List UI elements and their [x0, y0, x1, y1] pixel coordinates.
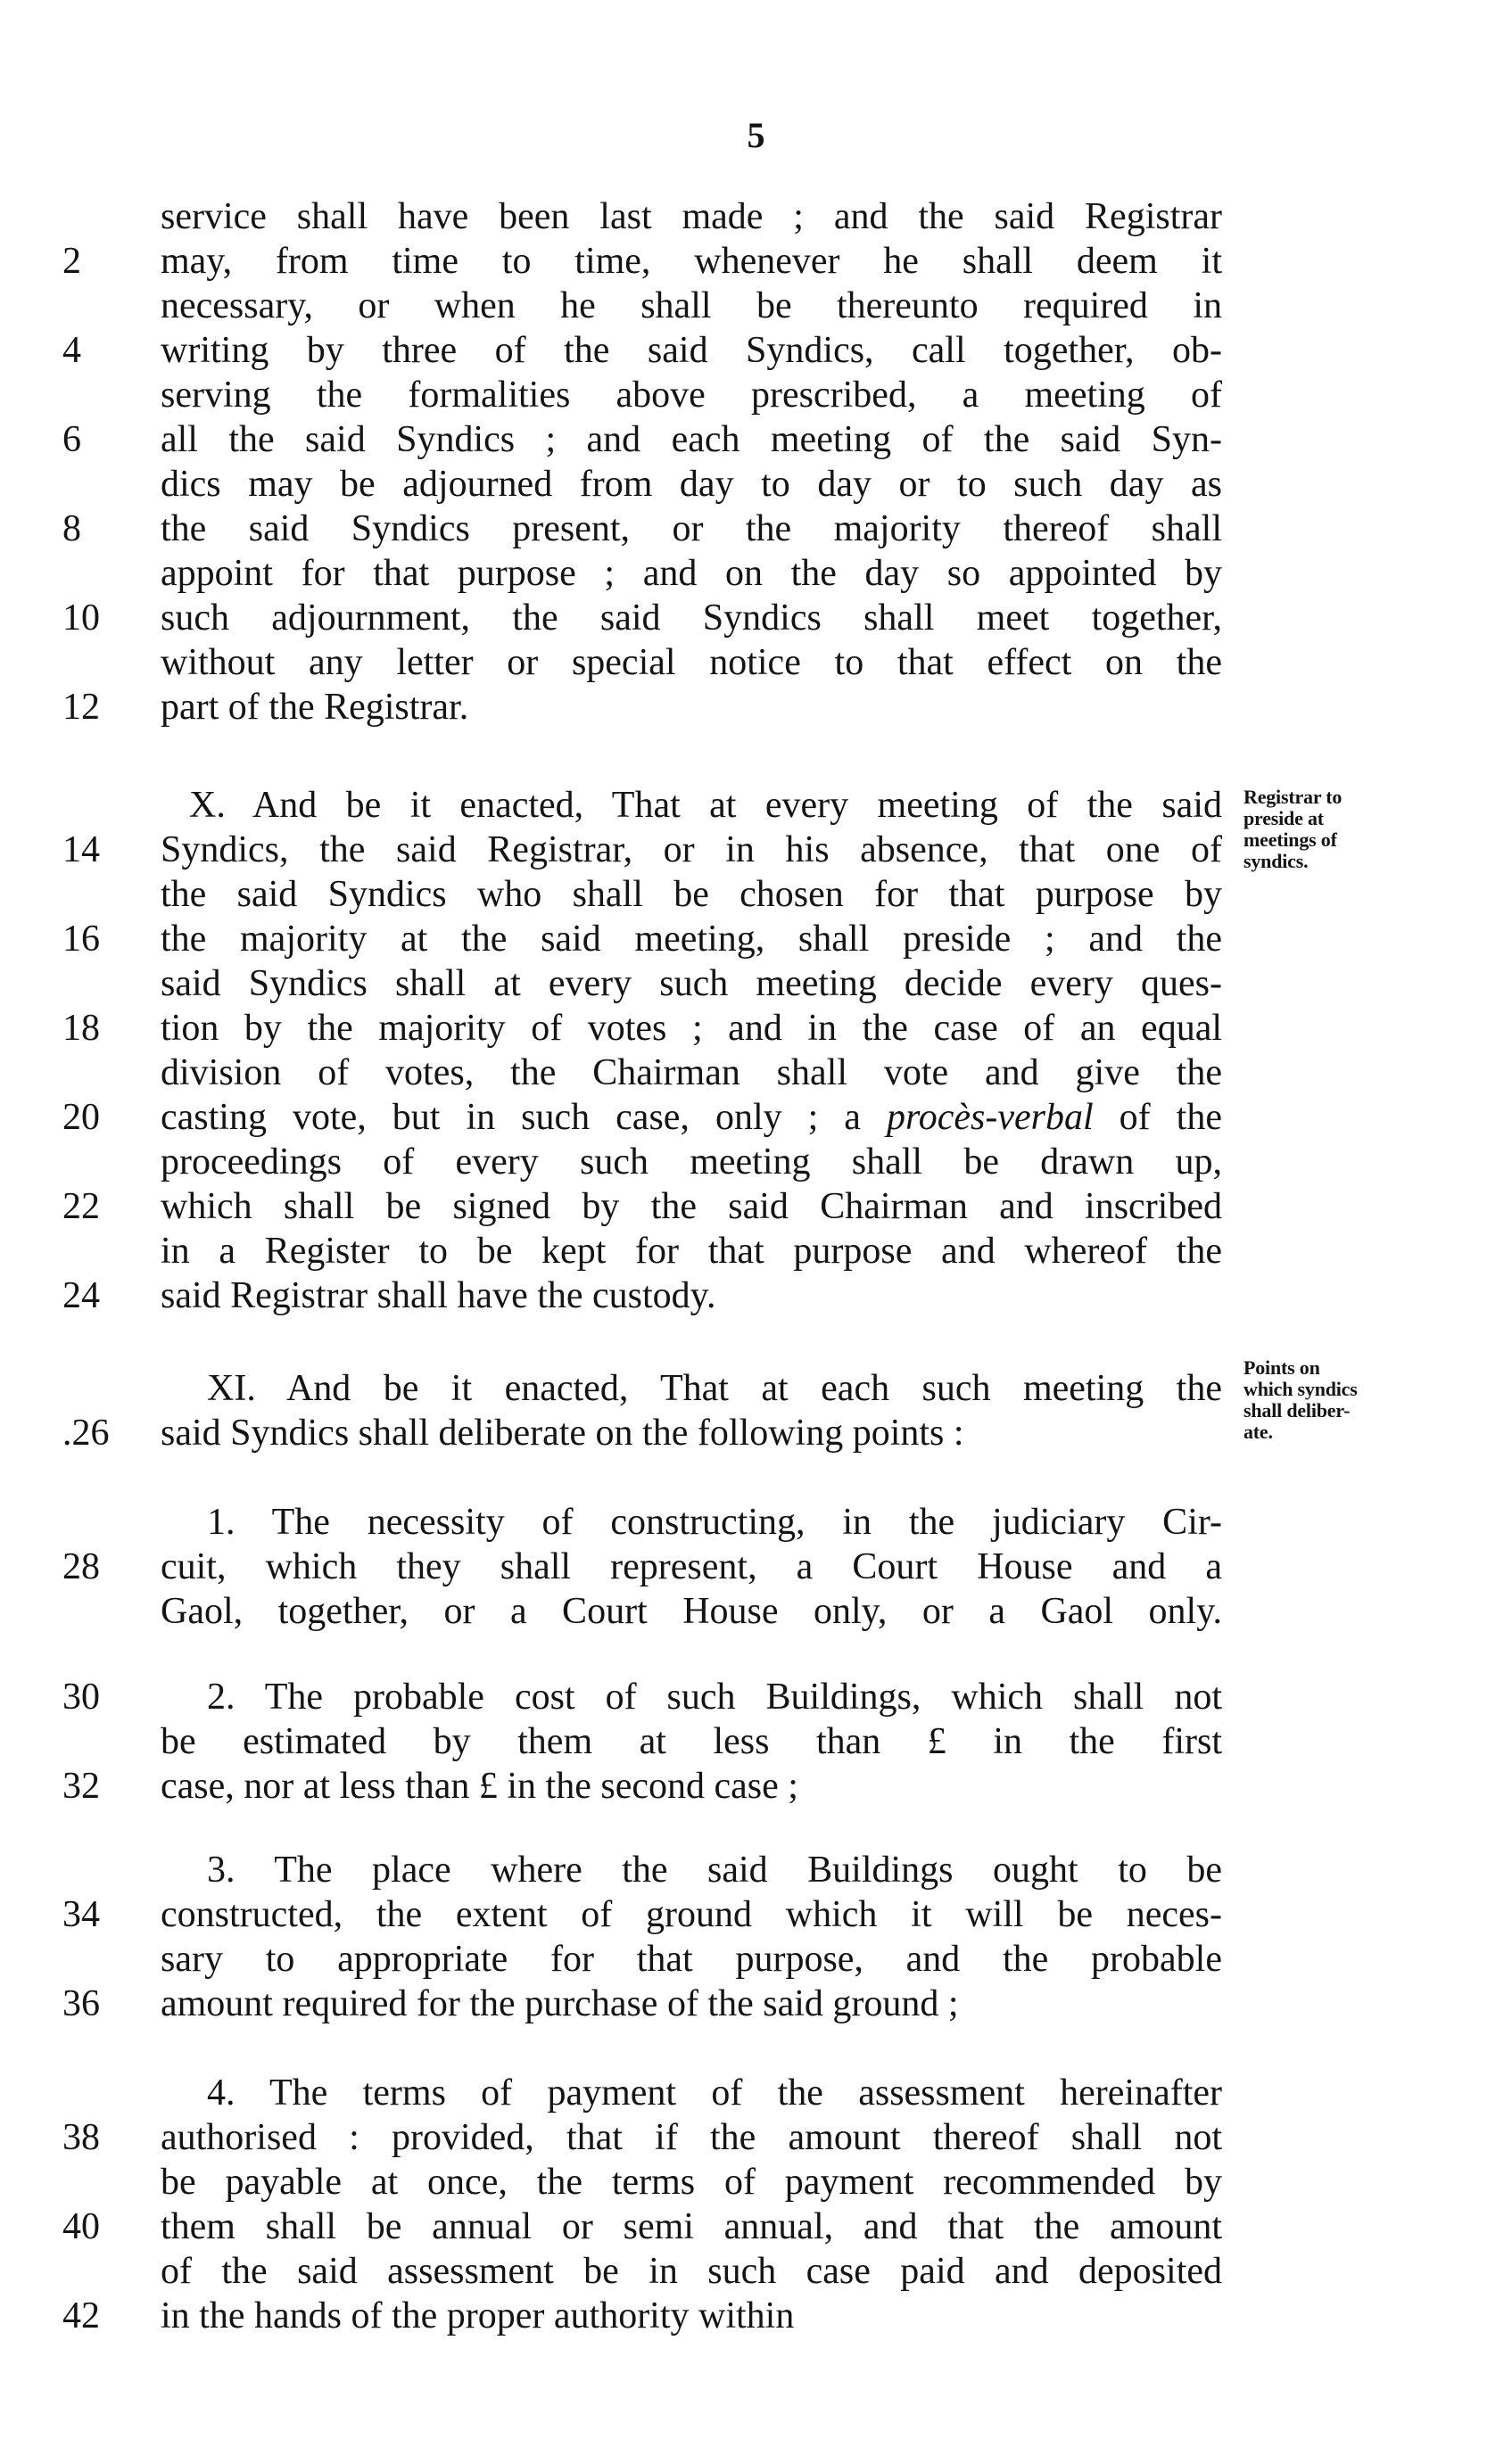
text-line [62, 596, 1222, 640]
text-line [207, 2071, 1222, 2115]
line-text: the majority at the said meeting, shall preside ; and the [161, 919, 1222, 960]
text-line [62, 1545, 1222, 1589]
text-line [62, 828, 1222, 872]
line-number: 24 [62, 1275, 100, 1316]
text-line [161, 1051, 1222, 1095]
line-number: 18 [62, 1008, 100, 1049]
text-line [161, 872, 1222, 917]
line-number: 14 [62, 829, 100, 870]
line-text: cuit, which they shall represent, a Court House and a [161, 1546, 1222, 1587]
line-number: 38 [62, 2117, 100, 2158]
text-line [161, 194, 1222, 239]
line-text: serving the formalities above prescribed, a meeting of [161, 375, 1222, 416]
line-text: be payable at once, the terms of payment recommended by [161, 2162, 1222, 2203]
text-line [62, 2204, 1222, 2249]
line-number: 6 [62, 419, 81, 460]
line-text: amount required for the purchase of the said ground ; [161, 1983, 959, 2024]
line-number: 42 [62, 2295, 100, 2336]
text-line [207, 1500, 1222, 1545]
text-line [62, 1892, 1222, 1937]
text-line [161, 1937, 1222, 1982]
text-line [62, 685, 1222, 729]
side-note [1243, 1357, 1431, 1443]
line-text: division of votes, the Chairman shall vote and give the [161, 1052, 1222, 1093]
side-note-line: which syndics [1243, 1378, 1358, 1400]
line-text: casting vote, but in such case, only ; a procès-verbal of the [161, 1097, 1222, 1138]
side-note-line: Points on [1243, 1356, 1320, 1379]
line-text: the said Syndics present, or the majority thereof shall [161, 508, 1222, 549]
line-number: 20 [62, 1097, 100, 1138]
line-number: 28 [62, 1546, 100, 1587]
line-text: writing by three of the said Syndics, call together, ob- [161, 330, 1222, 371]
text-line [62, 1764, 1222, 1809]
text-line [161, 2160, 1222, 2204]
line-text: proceedings of every such meeting shall be drawn up, [161, 1141, 1222, 1183]
side-note-line: ate. [1243, 1421, 1273, 1443]
line-text: X. And be it enacted, That at every meeting of the said [189, 785, 1222, 826]
line-text: said Syndics shall at every such meeting decide every ques- [161, 963, 1222, 1004]
line-text: Syndics, the said Registrar, or in his absence, that one of [161, 829, 1222, 870]
line-text: 3. The place where the said Buildings ought to be [207, 1850, 1222, 1891]
line-text: case, nor at less than £ in the second case ; [161, 1766, 798, 1807]
line-number: 30 [62, 1677, 100, 1718]
line-text: which shall be signed by the said Chairman and inscribed [161, 1186, 1222, 1227]
text-line [161, 284, 1222, 328]
text-line [62, 417, 1222, 462]
line-text: in a Register to be kept for that purpose and whereof the [161, 1231, 1222, 1272]
side-note-line: preside at [1243, 807, 1324, 829]
text-line [161, 1229, 1222, 1273]
line-text: authorised : provided, that if the amount thereof shall not [161, 2117, 1222, 2158]
line-number: 32 [62, 1766, 100, 1807]
side-note-line: meetings of [1243, 828, 1337, 851]
text-line [62, 2294, 1222, 2338]
text-line [207, 1848, 1222, 1892]
line-text: without any letter or special notice to that effect on the [161, 642, 1222, 683]
text-line [62, 1273, 1222, 1318]
line-text: 4. The terms of payment of the assessment hereinafter [207, 2073, 1222, 2114]
text-line [62, 1982, 1222, 2026]
line-text: XI. And be it enacted, That at each such meeting the [207, 1368, 1222, 1409]
line-number: 8 [62, 508, 81, 549]
line-number: 36 [62, 1983, 100, 2024]
text-line [62, 328, 1222, 373]
line-text: Gaol, together, or a Court House only, or a Gaol only. [161, 1591, 1222, 1632]
line-number: 10 [62, 597, 100, 639]
side-note-line: Registrar to [1243, 786, 1343, 808]
line-text: sary to appropriate for that purpose, and the probable [161, 1939, 1222, 1980]
line-text: appoint for that purpose ; and on the day so appointed by [161, 553, 1222, 594]
text-line [189, 783, 1222, 828]
text-line [62, 1411, 1222, 1455]
text-line [62, 2115, 1222, 2160]
line-text: service shall have been last made ; and the said Registrar [161, 196, 1222, 237]
line-number: 4 [62, 330, 81, 371]
text-line [62, 1006, 1222, 1051]
line-text: in the hands of the proper authority within [161, 2295, 795, 2336]
line-text: constructed, the extent of ground which it will be neces- [161, 1894, 1222, 1935]
line-text: them shall be annual or semi annual, and that the amount [161, 2206, 1222, 2247]
page-number: 5 [747, 115, 765, 155]
text-line [62, 917, 1222, 961]
text-line [62, 507, 1222, 551]
line-text: the said Syndics who shall be chosen for that purpose by [161, 874, 1222, 915]
text-line [161, 961, 1222, 1006]
line-text: all the said Syndics ; and each meeting of the said Syn- [161, 419, 1222, 460]
line-text: 1. The necessity of constructing, in the judiciary Cir- [207, 1502, 1222, 1543]
text-line [207, 1366, 1222, 1411]
line-text: necessary, or when he shall be thereunto required in [161, 285, 1222, 326]
text-line [161, 551, 1222, 596]
line-number: 12 [62, 687, 100, 728]
text-line [161, 1589, 1222, 1634]
line-text: said Syndics shall deliberate on the following points : [161, 1413, 964, 1454]
text-line [62, 239, 1222, 284]
line-text: 2. The probable cost of such Buildings, which shall not [207, 1677, 1222, 1718]
side-note [1243, 787, 1431, 872]
line-number: 2 [62, 241, 81, 282]
line-number: 40 [62, 2206, 100, 2247]
line-text: of the said assessment be in such case paid and deposited [161, 2251, 1222, 2292]
line-text: may, from time to time, whenever he shall deem it [161, 241, 1222, 282]
line-number: .26 [62, 1413, 110, 1454]
line-text: part of the Registrar. [161, 687, 469, 728]
text-line [62, 1184, 1222, 1229]
text-line [161, 1140, 1222, 1184]
line-text: dics may be adjourned from day to day or to such day as [161, 464, 1222, 505]
line-text: said Registrar shall have the custody. [161, 1275, 716, 1316]
line-text: tion by the majority of votes ; and in the case of an equal [161, 1008, 1222, 1049]
text-line [161, 462, 1222, 507]
text-line [161, 373, 1222, 417]
side-note-line: syndics. [1243, 850, 1309, 872]
line-number: 34 [62, 1894, 100, 1935]
text-line [62, 1095, 1222, 1140]
line-number: 22 [62, 1186, 100, 1227]
line-text: be estimated by them at less than £ in the first [161, 1721, 1222, 1762]
text-line [161, 640, 1222, 685]
line-number: 16 [62, 919, 100, 960]
text-line [62, 1675, 1222, 1719]
text-line [161, 1719, 1222, 1764]
line-text: such adjournment, the said Syndics shall meet together, [161, 597, 1222, 639]
side-note-line: shall deliber- [1243, 1399, 1351, 1422]
text-line [161, 2249, 1222, 2294]
